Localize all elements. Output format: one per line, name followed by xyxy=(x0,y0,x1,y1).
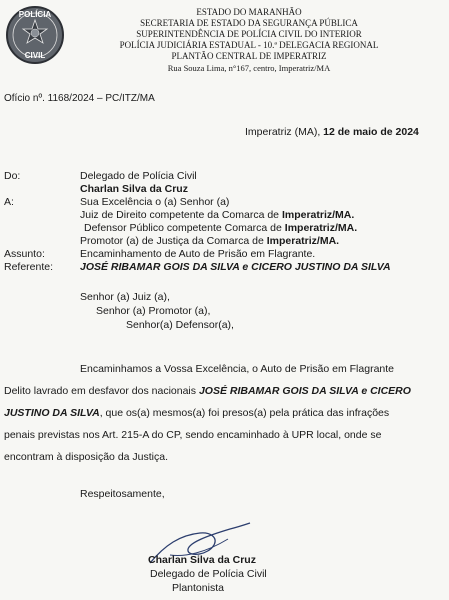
body-line-3 xyxy=(4,407,389,419)
header-line-1: ESTADO DO MARANHÃO xyxy=(196,7,302,17)
signer-role: Plantonista xyxy=(172,582,224,594)
to-line-4-text: Promotor (a) de Justiça da Comarca de xyxy=(80,235,267,247)
to-line-3-city: Imperatriz/MA. xyxy=(284,222,358,234)
subject-label: Assunto: xyxy=(4,248,45,260)
document-number: Ofício nº. 1168/2024 – PC/ITZ/MA xyxy=(4,93,155,104)
to-label: A: xyxy=(4,196,14,208)
handwritten-signature xyxy=(110,515,270,575)
header-line-5: PLANTÃO CENTRAL DE IMPERATRIZ xyxy=(171,51,327,61)
to-line-2-city: Imperatriz/MA. xyxy=(281,209,355,221)
header-line-4: POLÍCIA JUDICIÁRIA ESTADUAL - 10.ª DELEGACIA REGIONAL xyxy=(119,40,379,50)
to-line-3 xyxy=(84,222,357,234)
header-line-3: SUPERINTENDÊNCIA DE POLÍCIA CIVIL DO INTERIOR xyxy=(136,29,362,39)
from-line-1: Delegado de Polícia Civil xyxy=(80,170,197,182)
header-address: Rua Souza Lima, n°167, centro, Imperatriz/MA xyxy=(167,63,331,73)
body-line-2 xyxy=(4,385,411,397)
to-line-4-city: Imperatriz/MA. xyxy=(266,235,340,247)
to-line-2-text: Juiz de Direito competente da Comarca de xyxy=(80,209,282,221)
signer-name: Charlan Silva da Cruz xyxy=(148,554,256,566)
signer-title: Delegado de Polícia Civil xyxy=(150,568,267,580)
closing: Respeitosamente, xyxy=(80,488,165,500)
body-line-3-text: , que os(a) mesmos(a) foi presos(a) pela prática das infrações xyxy=(99,407,390,419)
subject-text: Encaminhamento de Auto de Prisão em Flagrante. xyxy=(80,248,316,260)
reference-text: JOSÉ RIBAMAR GOIS DA SILVA e CICERO JUSTINO DA SILVA xyxy=(80,261,391,273)
salutation-prosecutor: Senhor (a) Promotor (a), xyxy=(96,305,211,317)
to-line-3-text: Defensor Público competente Comarca de xyxy=(84,222,285,234)
from-label: Do: xyxy=(4,170,21,182)
date-value: 12 de maio de 2024 xyxy=(323,126,419,138)
date-line xyxy=(245,126,419,138)
body-line-2-text: Delito lavrado em desfavor dos nacionais xyxy=(4,385,199,397)
date-place: Imperatriz (MA), xyxy=(245,126,324,138)
to-line-4 xyxy=(80,235,339,247)
policia-civil-badge xyxy=(4,3,66,73)
from-line-2: Charlan Silva da Cruz xyxy=(80,183,188,195)
to-line-2 xyxy=(80,209,354,221)
body-line-5: encontram à disposição da Justiça. xyxy=(4,451,169,463)
salutation-defender: Senhor(a) Defensor(a), xyxy=(126,319,234,331)
salutation-judge: Senhor (a) Juiz (a), xyxy=(80,291,170,303)
body-line-1: Encaminhamos a Vossa Excelência, o Auto de Prisão em Flagrante xyxy=(80,363,395,375)
header-line-2: SECRETARIA DE ESTADO DA SEGURANÇA PÚBLICA xyxy=(140,18,358,28)
badge-bottom-text: CIVIL xyxy=(24,51,46,60)
body-line-4: penais previstas nos Art. 215-A do CP, sendo encaminhado à UPR local, onde se xyxy=(4,429,382,441)
to-line-1: Sua Excelência o (a) Senhor (a) xyxy=(80,196,230,208)
reference-label: Referente: xyxy=(4,261,54,273)
body-line-2-names: JOSÉ RIBAMAR GOIS DA SILVA e CICERO xyxy=(198,385,411,397)
body-line-3-names: JUSTINO DA SILVA xyxy=(4,407,100,419)
badge-top-text: POLÍCIA xyxy=(18,10,52,19)
